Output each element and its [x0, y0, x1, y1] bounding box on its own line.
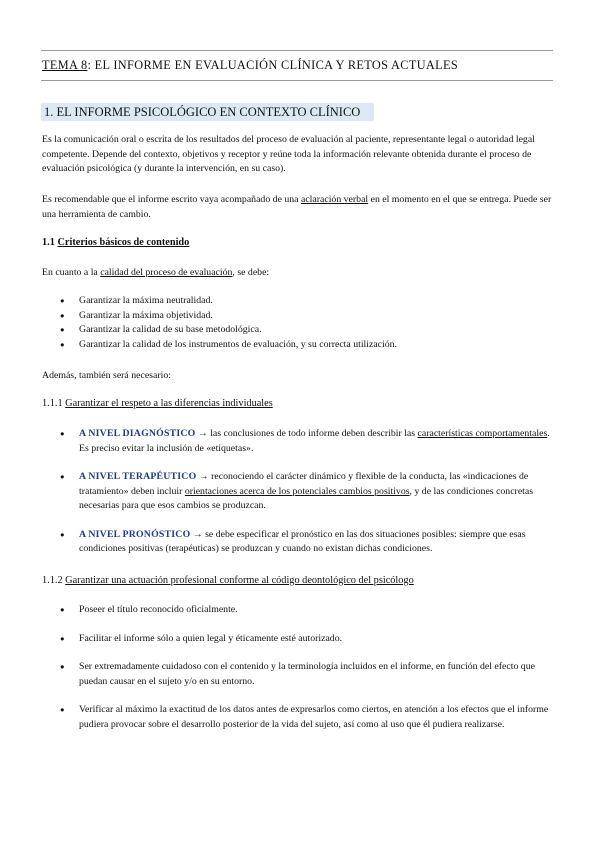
subsection-number: 1.1.1 — [42, 398, 66, 409]
subsection-number: 1.1.2 — [42, 575, 66, 586]
subsection-heading-1-1-1 — [42, 398, 273, 409]
list-item — [42, 427, 558, 456]
bullet-list — [42, 427, 558, 557]
underlined-term: aclaración verbal — [300, 194, 369, 205]
list-item: ● Poseer el título reconocido oficialmente. — [42, 603, 558, 618]
arrow-icon: → — [195, 428, 211, 439]
underlined-term: calidad del proceso de evaluación — [100, 267, 233, 278]
text: se debe especificar el pronóstico en las dos situaciones posibles: siempre que esas condiciones positivas (terapéuticas) se produzcan y cuando no existan dichas condiciones. — [79, 528, 526, 554]
top-rule — [41, 50, 553, 51]
quality-paragraph — [42, 266, 558, 281]
page-title — [42, 58, 458, 73]
title-label: TEMA 8 — [42, 58, 88, 72]
verbal-paragraph — [42, 193, 558, 222]
keyword: A NIVEL PRONÓSTICO — [79, 528, 191, 540]
text: En cuanto a la — [42, 267, 101, 278]
list-item: ● Garantizar la máxima neutralidad. — [42, 294, 558, 309]
list-item: ● Garantizar la máxima objetividad. — [42, 309, 558, 324]
title-text: : EL INFORME EN EVALUACIÓN CLÍNICA Y RETOS ACTUALES — [87, 58, 459, 72]
text: Es recomendable que el informe escrito vaya acompañado de una — [42, 194, 301, 205]
list-item — [42, 470, 558, 514]
subsection-title: Criterios básicos de contenido — [57, 237, 190, 248]
list-item: ● Ser extremadamente cuidadoso con el contenido y la terminología incluidos en el informe, en función del efecto que puedan causar en el sujeto y/o en su entorno. — [42, 660, 558, 689]
subsection-title: Garantizar una actuación profesional conforme al código deontológico del psicólogo — [65, 575, 414, 586]
subsection-title: Garantizar el respeto a las diferencias individuales — [65, 398, 273, 409]
section-heading: 1. EL INFORME PSICOLÓGICO EN CONTEXTO CLÍNICO — [41, 103, 374, 121]
title-rule — [41, 80, 553, 81]
underlined-term: orientaciones acerca de los potenciales cambios positivos — [184, 485, 410, 497]
subsection-heading-1-1 — [42, 237, 189, 248]
list-item — [42, 528, 558, 557]
list-item: ● Facilitar el informe sólo a quien legal y éticamente esté autorizado. — [42, 632, 558, 647]
arrow-icon: → — [190, 528, 206, 540]
list-item: ● Garantizar la calidad de su base metodológica. — [42, 323, 558, 338]
text: , se debe: — [232, 267, 270, 278]
text: , y de las condiciones concretas necesarias para que esos cambios se produzcan. — [79, 485, 534, 511]
text: reconociendo el carácter dinámico y flexible de la conducta, las «indicaciones de tratamiento» deben incluir — [79, 471, 529, 497]
list-item: ● Garantizar la calidad de los instrumentos de evaluación, y su correcta utilización. — [42, 338, 558, 353]
underlined-term: características comportamentales — [417, 428, 548, 439]
arrow-icon: → — [196, 471, 212, 482]
text: . Es preciso evitar la inclusión de «etiquetas». — [79, 428, 550, 454]
list-item: ● Verificar al máximo la exactitud de los datos antes de expresarlos como ciertos, en atención a los efectos que el informe pudiera provocar sobre el desarrollo posterior de la vida del sujeto, así como al uso que él pudiera realizarse. — [42, 703, 558, 732]
text: las conclusiones de todo informe deben describir las — [210, 428, 418, 439]
subsection-heading-1-1-2 — [42, 575, 414, 586]
also-paragraph: Además, también será necesario: — [42, 370, 171, 381]
intro-paragraph: Es la comunicación oral o escrita de los resultados del proceso de evaluación al paciente, representante legal o autoridad legal competente. Depende del contexto, objetivos y receptor y reúne toda la información relevante obtenida durante el proceso de evaluación psicológica (y durante la intervención, en su caso). — [42, 134, 535, 175]
keyword: A NIVEL DIAGNÓSTICO — [79, 428, 196, 439]
text: en el momento en el que se entrega. Puede ser una herramienta de cambio. — [42, 194, 552, 220]
subsection-number: 1.1 — [42, 237, 58, 248]
bullet-list — [42, 603, 558, 732]
keyword: A NIVEL TERAPÉUTICO — [79, 471, 197, 482]
bullet-list — [42, 294, 558, 352]
